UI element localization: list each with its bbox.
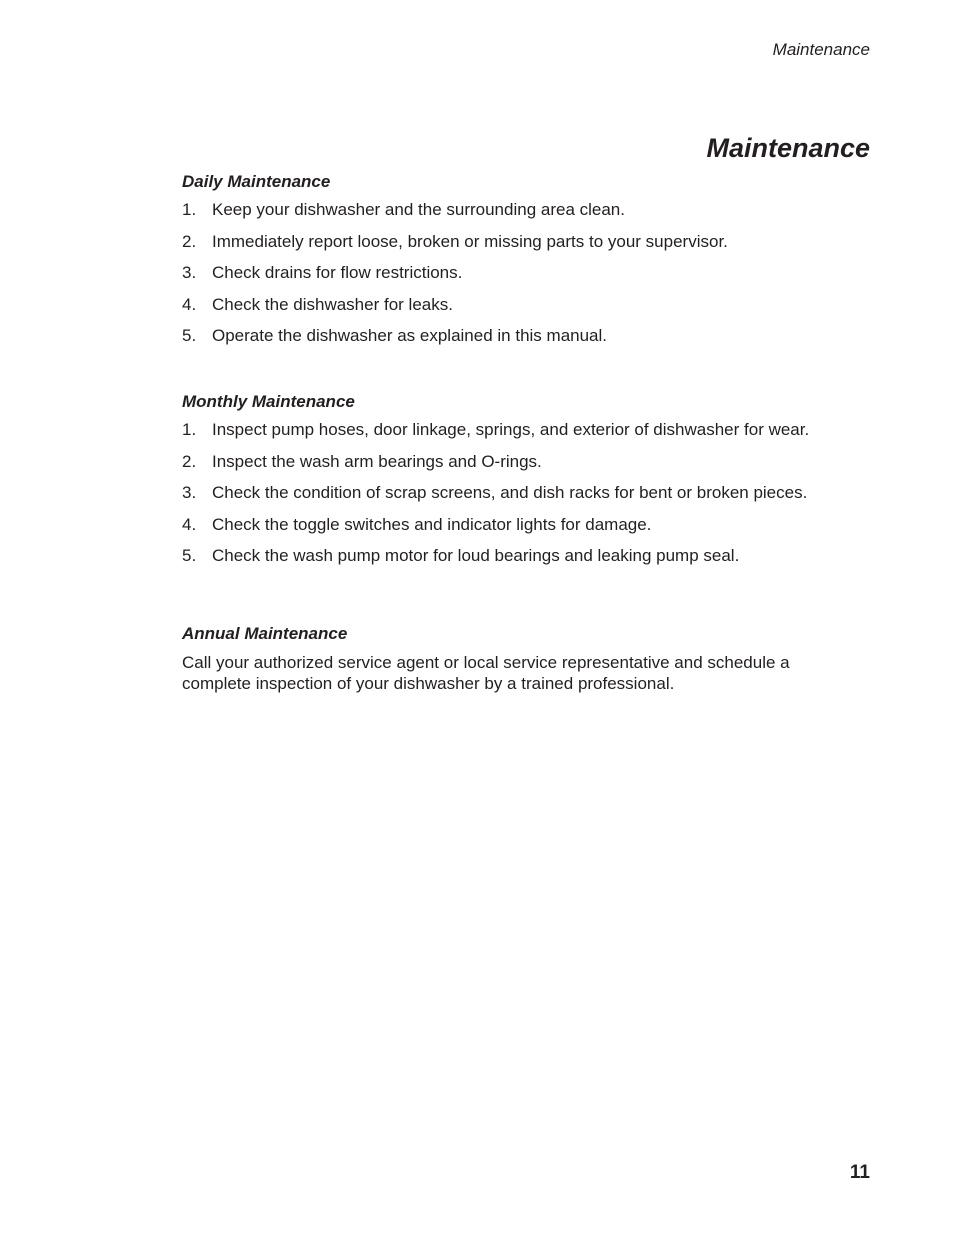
monthly-maintenance-section — [182, 392, 872, 578]
item-text: Operate the dishwasher as explained in this manual. — [212, 326, 608, 345]
item-number: 2. — [182, 451, 197, 471]
item-text: Inspect the wash arm bearings and O-rings. — [212, 451, 542, 471]
item-text: Check the dishwasher for leaks. — [212, 294, 453, 314]
item-number: 4. — [182, 514, 197, 534]
item-text: Check the toggle switches and indicator lights for damage. — [212, 514, 652, 534]
daily-maintenance-section — [182, 172, 872, 358]
list-item — [182, 200, 872, 220]
list-item — [182, 515, 872, 535]
monthly-maintenance-list — [182, 420, 872, 566]
item-text: Check drains for flow restrictions. — [212, 263, 463, 282]
annual-maintenance-text: Call your authorized service agent or local service representative and schedule a complete inspection of your dishwasher by a trained professional. — [182, 653, 790, 693]
daily-maintenance-heading: Daily Maintenance — [182, 172, 331, 191]
item-text: Check the wash pump motor for loud bearings and leaking pump seal. — [212, 546, 740, 565]
item-number: 1. — [182, 200, 197, 219]
list-item — [182, 546, 872, 566]
item-number: 5. — [182, 326, 197, 345]
annual-maintenance-heading: Annual Maintenance — [182, 624, 348, 643]
list-item — [182, 232, 872, 252]
list-item — [182, 326, 872, 346]
item-text: Inspect pump hoses, door linkage, springs, and exterior of dishwasher for wear. — [212, 420, 810, 439]
item-text: Immediately report loose, broken or missing parts to your supervisor. — [212, 231, 728, 251]
item-number: 1. — [182, 420, 197, 439]
item-number: 4. — [182, 294, 197, 314]
annual-maintenance-section — [182, 624, 872, 694]
list-item — [182, 295, 872, 315]
page-title: Maintenance — [706, 133, 870, 163]
page-number: 11 — [849, 1162, 870, 1183]
list-item — [182, 452, 872, 472]
running-header: Maintenance — [772, 40, 870, 59]
daily-maintenance-list — [182, 200, 872, 346]
list-item — [182, 263, 872, 283]
item-number: 3. — [182, 483, 197, 502]
list-item — [182, 483, 872, 503]
item-number: 5. — [182, 546, 197, 565]
item-text: Keep your dishwasher and the surrounding area clean. — [212, 200, 625, 219]
monthly-maintenance-heading: Monthly Maintenance — [182, 392, 355, 411]
item-number: 2. — [182, 231, 197, 251]
list-item — [182, 420, 872, 440]
item-text: Check the condition of scrap screens, and dish racks for bent or broken pieces. — [212, 483, 808, 502]
item-number: 3. — [182, 263, 197, 282]
